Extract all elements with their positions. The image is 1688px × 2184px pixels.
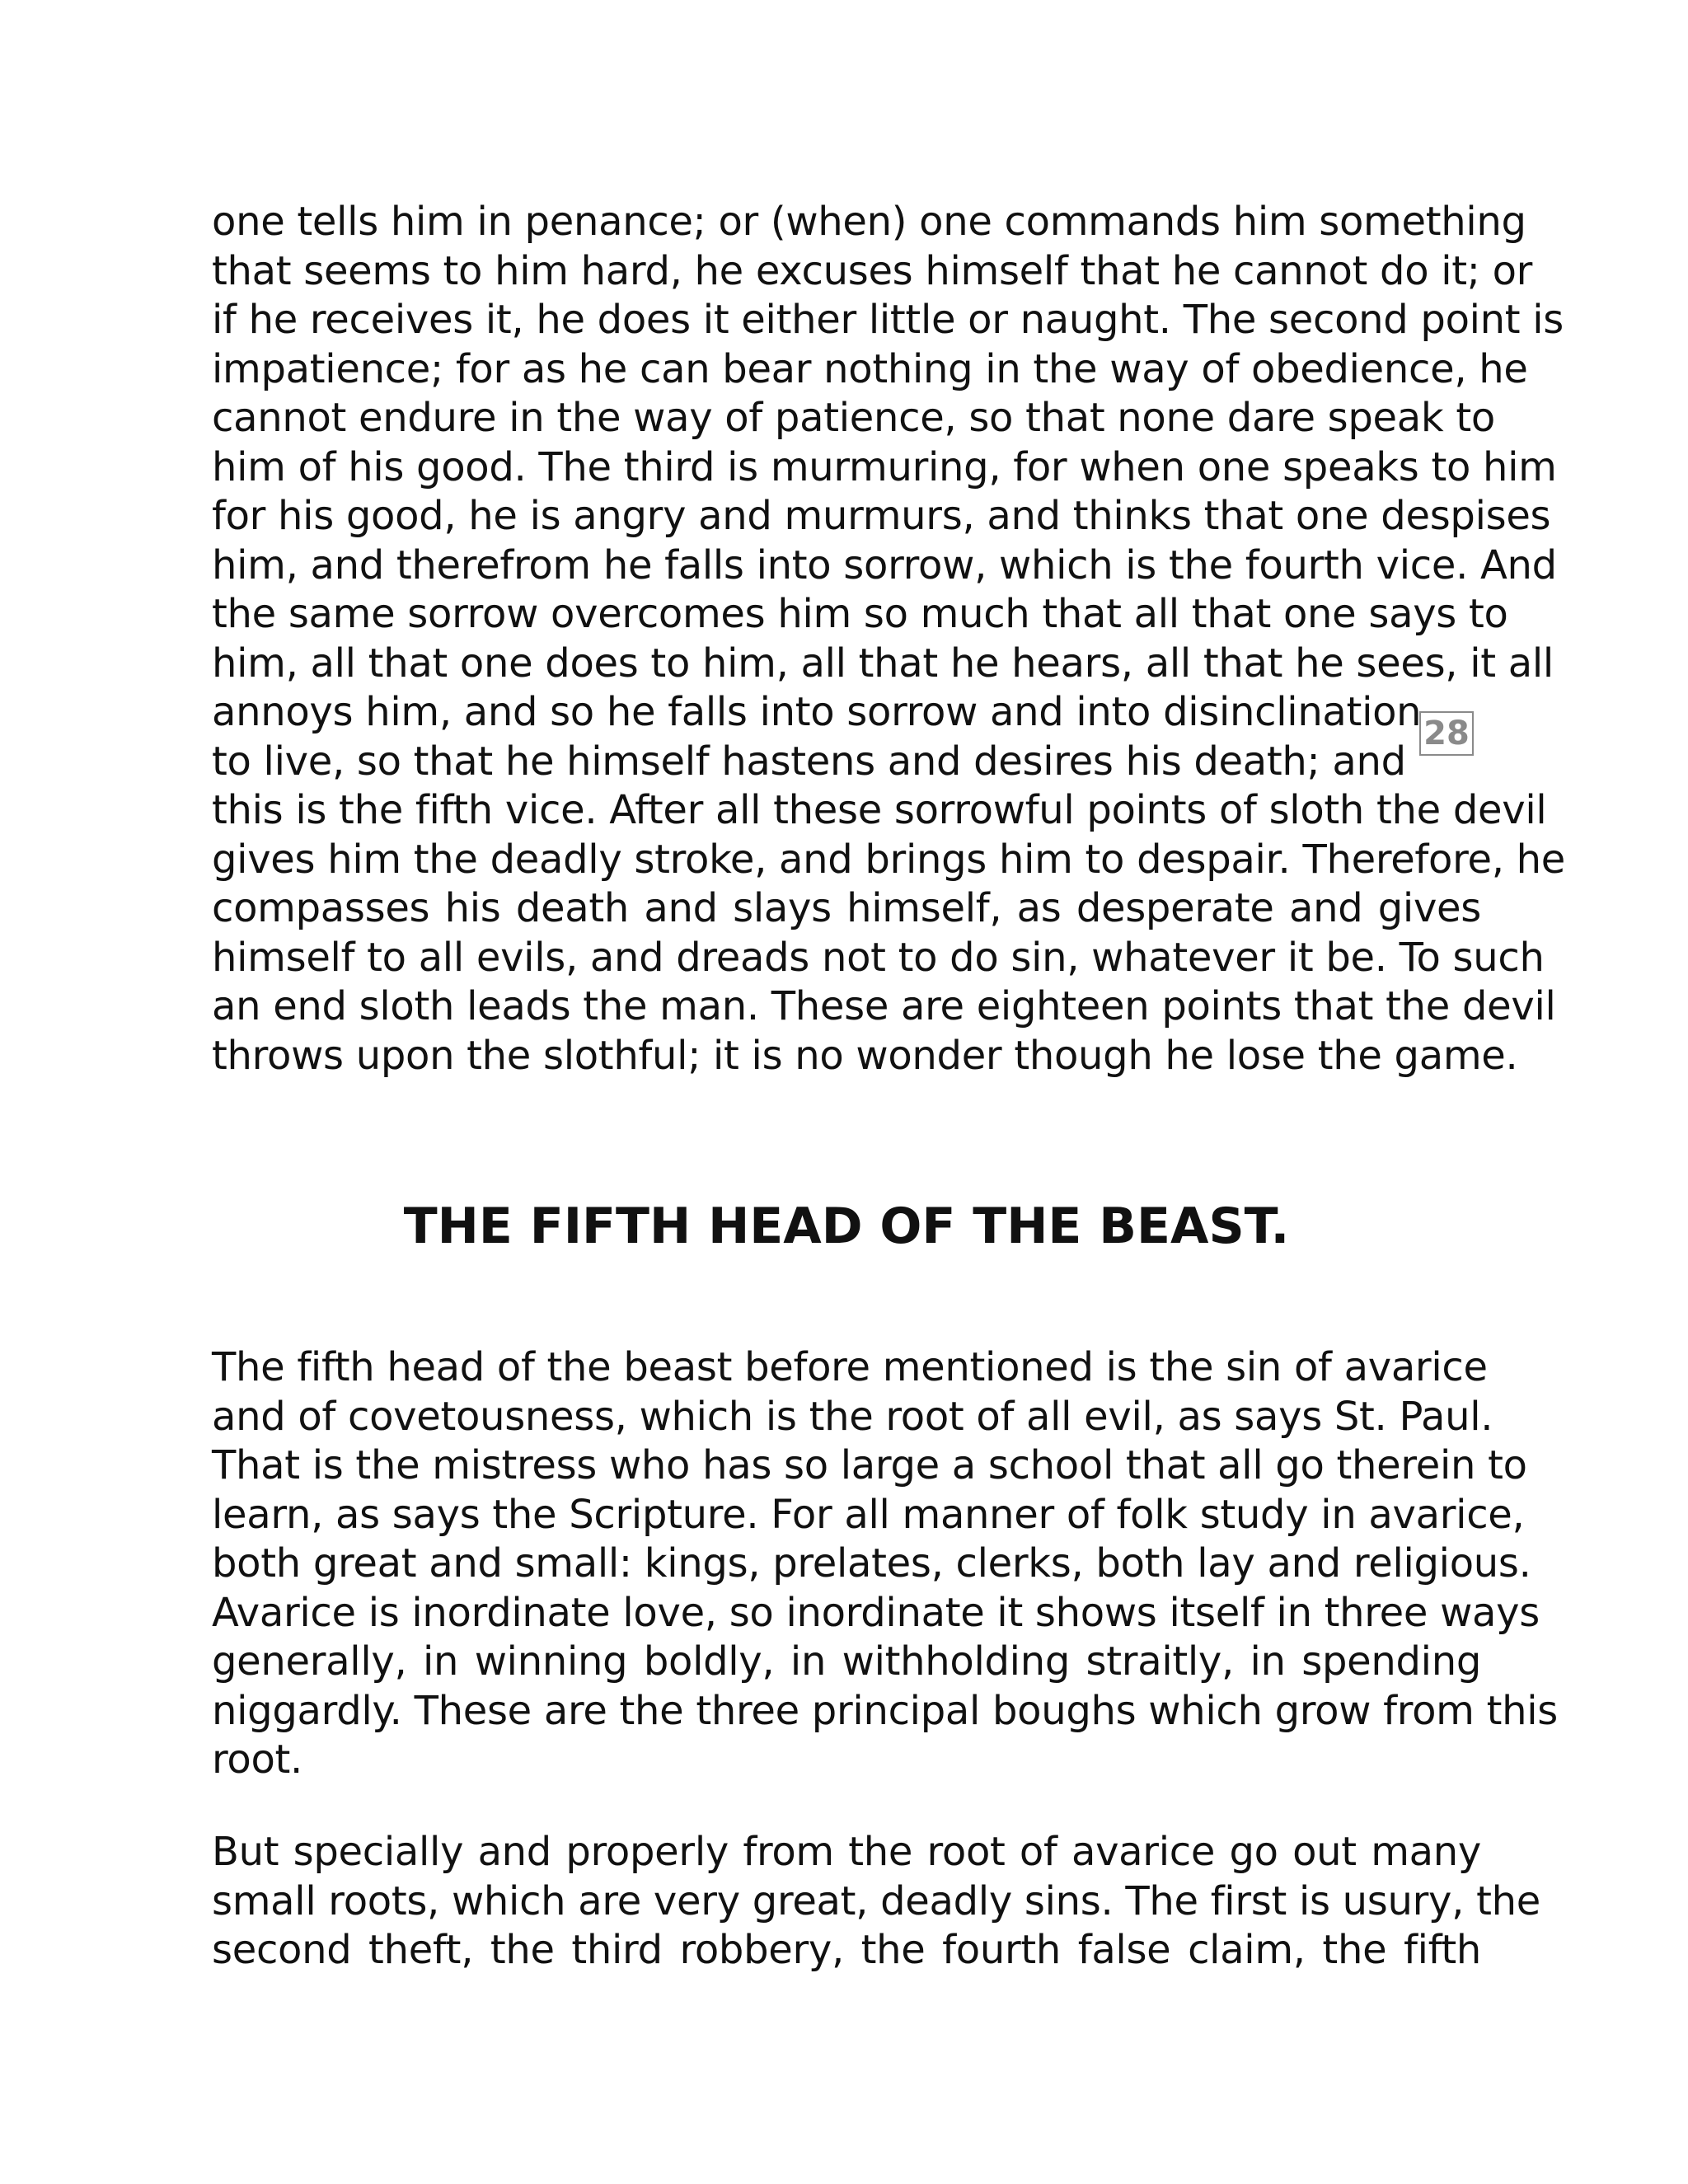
text-line: throws upon the slothful; it is no wonder though he lose the game. [212, 1032, 1518, 1079]
text-line: root. [212, 1736, 302, 1783]
text-line: generally, in winning boldly, in withholding straitly, in spending [212, 1638, 1481, 1685]
text-line: both great and small: kings, prelates, clerks, both lay and religious. [212, 1540, 1531, 1586]
text-line: and of covetousness, which is the root of all evil, as says St. Paul. [212, 1393, 1493, 1440]
text-line: small roots, which are very great, deadly sins. The first is usury, the [212, 1877, 1540, 1924]
text-line: The fifth head of the beast before mentioned is the sin of avarice [212, 1344, 1488, 1390]
text-line: Avarice is inordinate love, so inordinate it shows itself in three ways [212, 1589, 1540, 1636]
text-line: cannot endure in the way of patience, so that none dare speak to [212, 395, 1495, 441]
section-heading: THE FIFTH HEAD OF THE BEAST. [403, 1197, 1290, 1255]
text-line: an end sloth leads the man. These are eighteen points that the devil [212, 983, 1556, 1029]
text-line: him, and therefrom he falls into sorrow, which is the fourth vice. And [212, 541, 1557, 588]
text-line: compasses his death and slays himself, as desperate and gives [212, 885, 1481, 931]
text-line: That is the mistress who has so large a school that all go therein to [212, 1442, 1527, 1488]
text-line: him of his good. The third is murmuring, for when one speaks to him [212, 443, 1557, 490]
paragraph-sloth [212, 198, 1565, 1080]
text-line: niggardly. These are the three principal boughs which grow from this [212, 1687, 1558, 1734]
text-line: annoys him, and so he falls into sorrow and into disinclination [212, 689, 1422, 735]
text-line: that seems to him hard, he excuses himself that he cannot do it; or [212, 247, 1533, 294]
paragraph-avarice-intro [212, 1343, 1558, 1785]
text-line: himself to all evils, and dreads not to do sin, whatever it be. To such [212, 934, 1545, 981]
text-line: one tells him in penance; or (when) one commands him something [212, 199, 1526, 245]
text-line: to live, so that he himself hastens and desires his death; and [212, 738, 1406, 785]
text-line: this is the fifth vice. After all these sorrowful points of sloth the devil [212, 787, 1547, 833]
text-line: second theft, the third robbery, the fourth false claim, the fifth [212, 1927, 1481, 1973]
text-line: if he receives it, he does it either little or naught. The second point is [212, 297, 1564, 343]
text-line: impatience; for as he can bear nothing in the way of obedience, he [212, 345, 1528, 392]
text-line: But specially and properly from the root of avarice go out many [212, 1829, 1481, 1875]
page-number-badge: 28 [1419, 711, 1474, 756]
document-page [212, 198, 1565, 1080]
text-line: him, all that one does to him, all that he hears, all that he sees, it all [212, 640, 1554, 687]
text-line: learn, as says the Scripture. For all manner of folk study in avarice, [212, 1491, 1525, 1538]
text-line: for his good, he is angry and murmurs, and thinks that one despises [212, 493, 1551, 539]
text-line: gives him the deadly stroke, and brings him to despair. Therefore, he [212, 836, 1565, 883]
text-line: the same sorrow overcomes him so much that all that one says to [212, 591, 1508, 637]
paragraph-avarice-roots [212, 1828, 1540, 1975]
